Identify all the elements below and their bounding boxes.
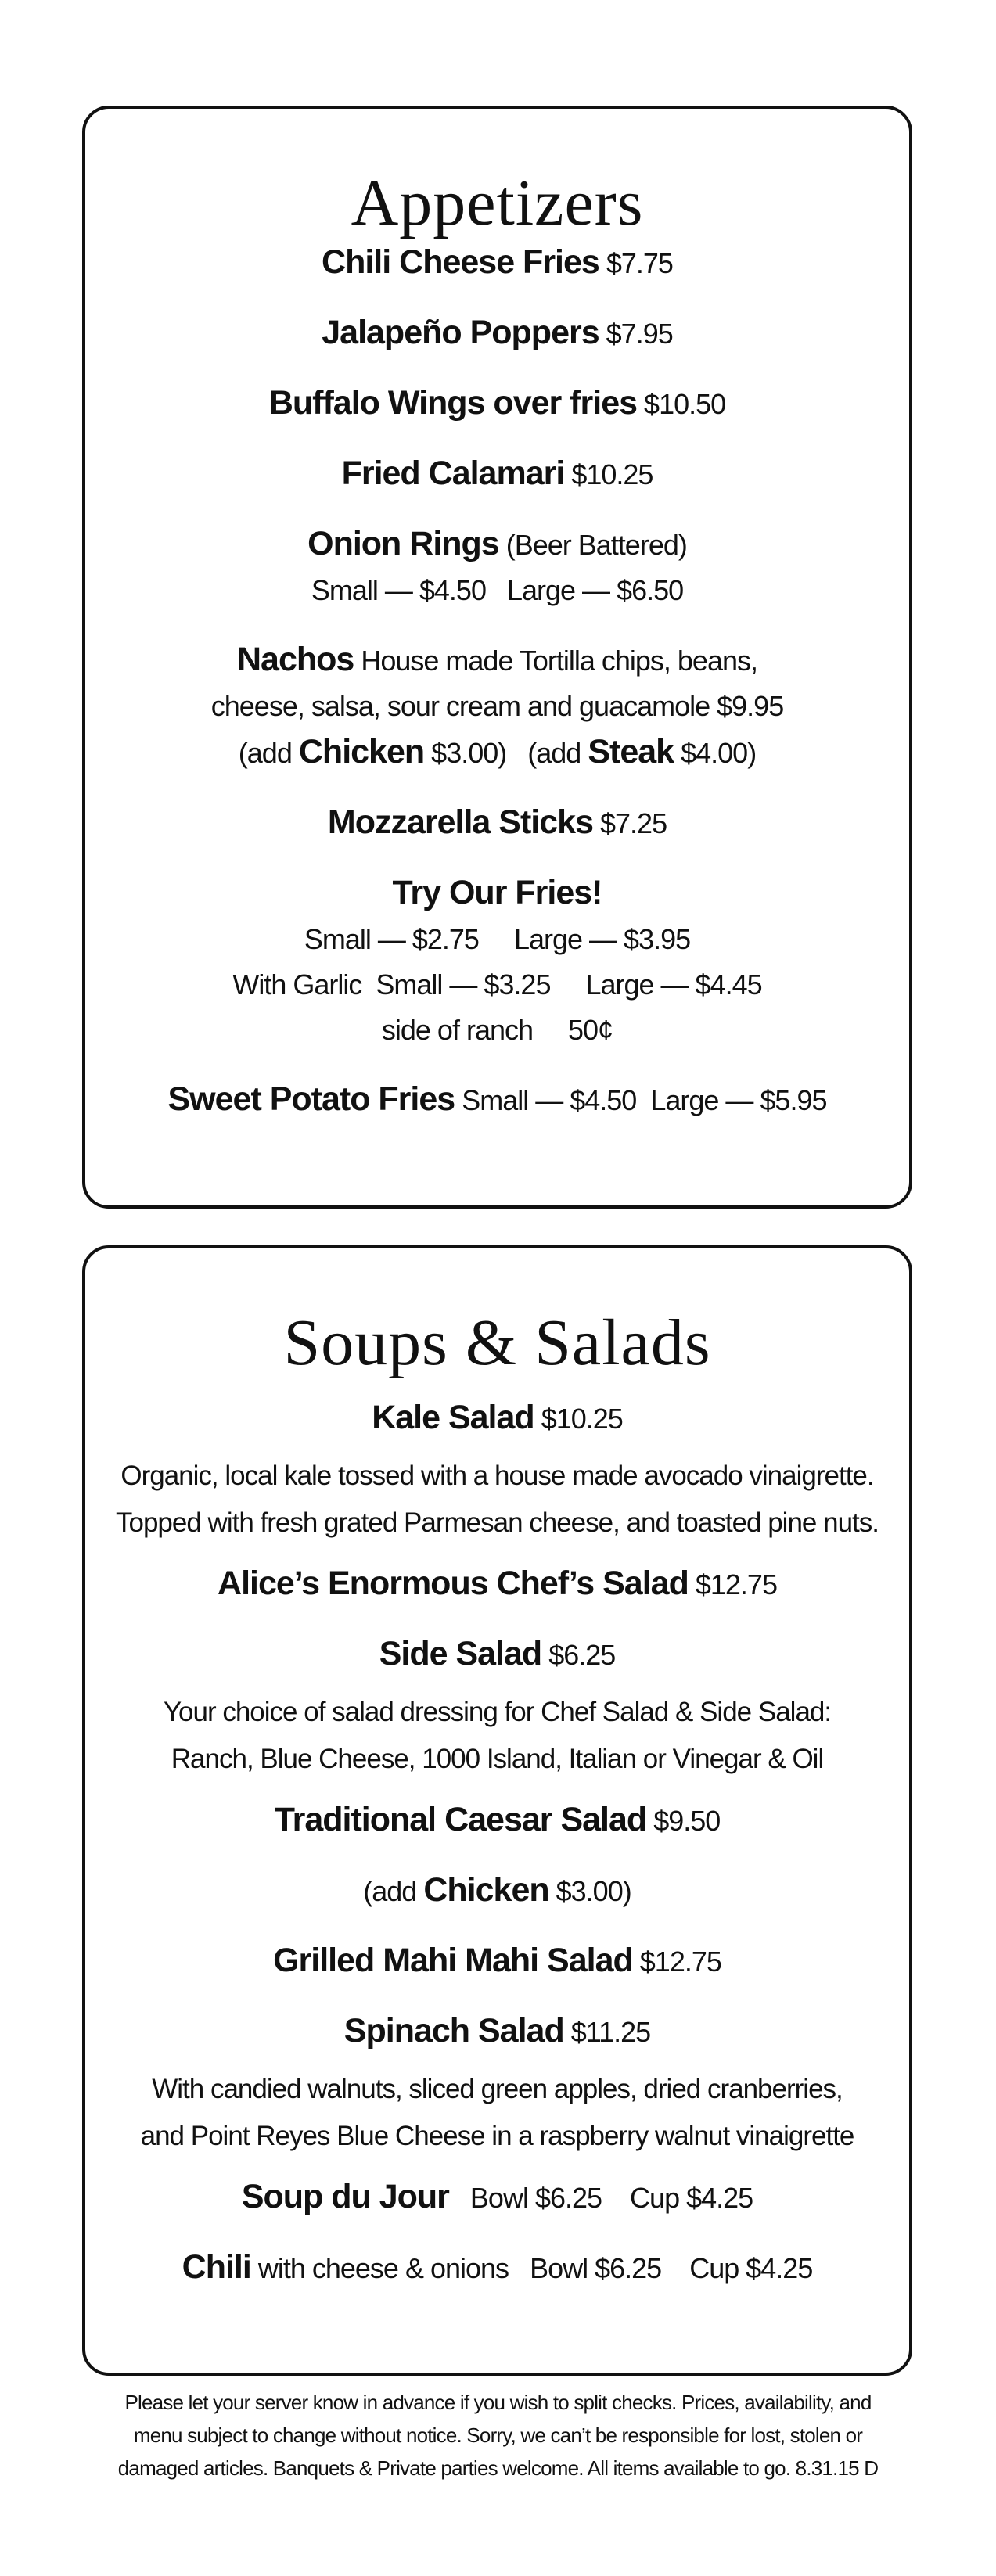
- item-name: Buffalo Wings over fries: [268, 384, 638, 422]
- addon-price: $3.00): [556, 1875, 631, 1908]
- menu-item-sweet-potato-fries: [85, 1076, 909, 1123]
- menu-item-soup-du-jour: [85, 2174, 909, 2221]
- footer-line: damaged articles. Banquets & Private parties welcome. All items available to go. 8.31.15 D: [117, 2456, 879, 2480]
- item-name: Try Our Fries!: [392, 874, 602, 912]
- item-name: Grilled Mahi Mahi Salad: [273, 1942, 633, 1980]
- addon-prefix: (add: [363, 1875, 417, 1908]
- item-name: Soup du Jour: [241, 2178, 449, 2216]
- addon-price: $3.00): [431, 737, 507, 770]
- item-name: Traditional Caesar Salad: [274, 1801, 647, 1839]
- dressing-note: Your choice of salad dressing for Chef Salad & Side Salad:: [163, 1697, 832, 1728]
- menu-item-chili: [85, 2244, 909, 2291]
- menu-item-mahi-salad: [85, 1938, 909, 1985]
- item-name: Onion Rings: [307, 525, 499, 563]
- item-note: (Beer Battered): [505, 529, 687, 562]
- item-price: $12.75: [639, 1945, 721, 1978]
- item-name: Side Salad: [379, 1635, 542, 1673]
- item-name: Fried Calamari: [341, 454, 565, 493]
- item-description: With candied walnuts, sliced green apples, dried cranberries,: [152, 2074, 843, 2105]
- item-name: Sweet Potato Fries: [167, 1080, 455, 1119]
- item-price: $6.25: [548, 1639, 616, 1672]
- item-name: Mozzarella Sticks: [327, 803, 593, 842]
- item-sizes: Small — $4.50 Large — $5.95: [462, 1084, 827, 1117]
- item-sizes: Bowl $6.25 Cup $4.25: [469, 2182, 753, 2215]
- section-title: Soups & Salads: [283, 1306, 711, 1379]
- menu-item-fried-calamari: [85, 451, 909, 498]
- item-description: cheese, salsa, sour cream and guacamole $9.95: [210, 690, 784, 723]
- dressing-options: Ranch, Blue Cheese, 1000 Island, Italian or Vinegar & Oil: [171, 1744, 824, 1775]
- menu-item-mozzarella-sticks: [85, 799, 909, 846]
- item-name: Nachos: [237, 641, 354, 679]
- item-addons: [85, 1867, 909, 1914]
- item-name: Spinach Salad: [343, 2012, 564, 2050]
- menu-item-kale-salad: [85, 1395, 909, 1442]
- item-addons: [85, 729, 909, 776]
- item-description: House made Tortilla chips, beans,: [361, 645, 757, 677]
- menu-item-side-salad: [85, 1631, 909, 1678]
- menu-item-fries: [85, 870, 909, 917]
- item-price: $9.50: [653, 1805, 721, 1838]
- item-price: $10.25: [541, 1403, 623, 1435]
- menu-item-jalapeno-poppers: [85, 310, 909, 357]
- item-name: Jalapeño Poppers: [322, 314, 599, 352]
- footer-line: Please let your server know in advance if you wish to split checks. Prices, availability, and: [124, 2391, 872, 2414]
- menu-item-nachos: [85, 637, 909, 684]
- addon-prefix: (add: [238, 737, 292, 770]
- menu-item-onion-rings: [85, 521, 909, 568]
- item-description: Organic, local kale tossed with a house made avocado vinaigrette.: [120, 1460, 874, 1492]
- item-name: Alice’s Enormous Chef’s Salad: [218, 1565, 689, 1603]
- item-price: $11.25: [570, 2016, 651, 2049]
- footer-notice: [47, 2386, 949, 2484]
- addon-name: Steak: [588, 733, 674, 771]
- section-title: Appetizers: [351, 167, 644, 239]
- item-price: $12.75: [695, 1568, 777, 1601]
- item-sizes: Small — $2.75 Large — $3.95: [304, 923, 691, 956]
- item-sizes: Small — $4.50 Large — $6.50: [311, 574, 684, 607]
- addon-name: Chicken: [423, 1871, 549, 1910]
- appetizers-section: [82, 106, 912, 1209]
- item-price: $10.25: [571, 458, 653, 491]
- menu-item-chili-cheese-fries: [85, 239, 909, 286]
- item-price: $7.95: [606, 318, 673, 350]
- item-garlic-sizes: With Garlic Small — $3.25 Large — $4.45: [232, 968, 762, 1001]
- item-price: $10.50: [644, 388, 726, 421]
- soups-salads-section: [82, 1245, 912, 2376]
- item-name: Kale Salad: [372, 1399, 534, 1437]
- menu-item-buffalo-wings: [85, 380, 909, 427]
- item-description: Topped with fresh grated Parmesan cheese, and toasted pine nuts.: [116, 1507, 879, 1539]
- addon-prefix: (add: [527, 737, 581, 770]
- item-price: $7.25: [600, 807, 667, 840]
- item-name: Chili Cheese Fries: [322, 243, 599, 282]
- menu-item-spinach-salad: [85, 2008, 909, 2055]
- item-sizes: Bowl $6.25 Cup $4.25: [530, 2252, 813, 2285]
- item-price: $7.75: [606, 247, 673, 280]
- item-description: with cheese & onions: [257, 2252, 509, 2285]
- menu-item-chefs-salad: [85, 1561, 909, 1608]
- item-ranch: side of ranch 50¢: [381, 1014, 613, 1047]
- item-description: and Point Reyes Blue Cheese in a raspberry walnut vinaigrette: [140, 2121, 854, 2152]
- item-name: Chili: [182, 2248, 251, 2287]
- menu-item-caesar-salad: [85, 1797, 909, 1844]
- addon-price: $4.00): [681, 737, 757, 770]
- addon-name: Chicken: [298, 733, 425, 771]
- footer-line: menu subject to change without notice. Sorry, we can’t be responsible for lost, stolen or: [133, 2423, 863, 2447]
